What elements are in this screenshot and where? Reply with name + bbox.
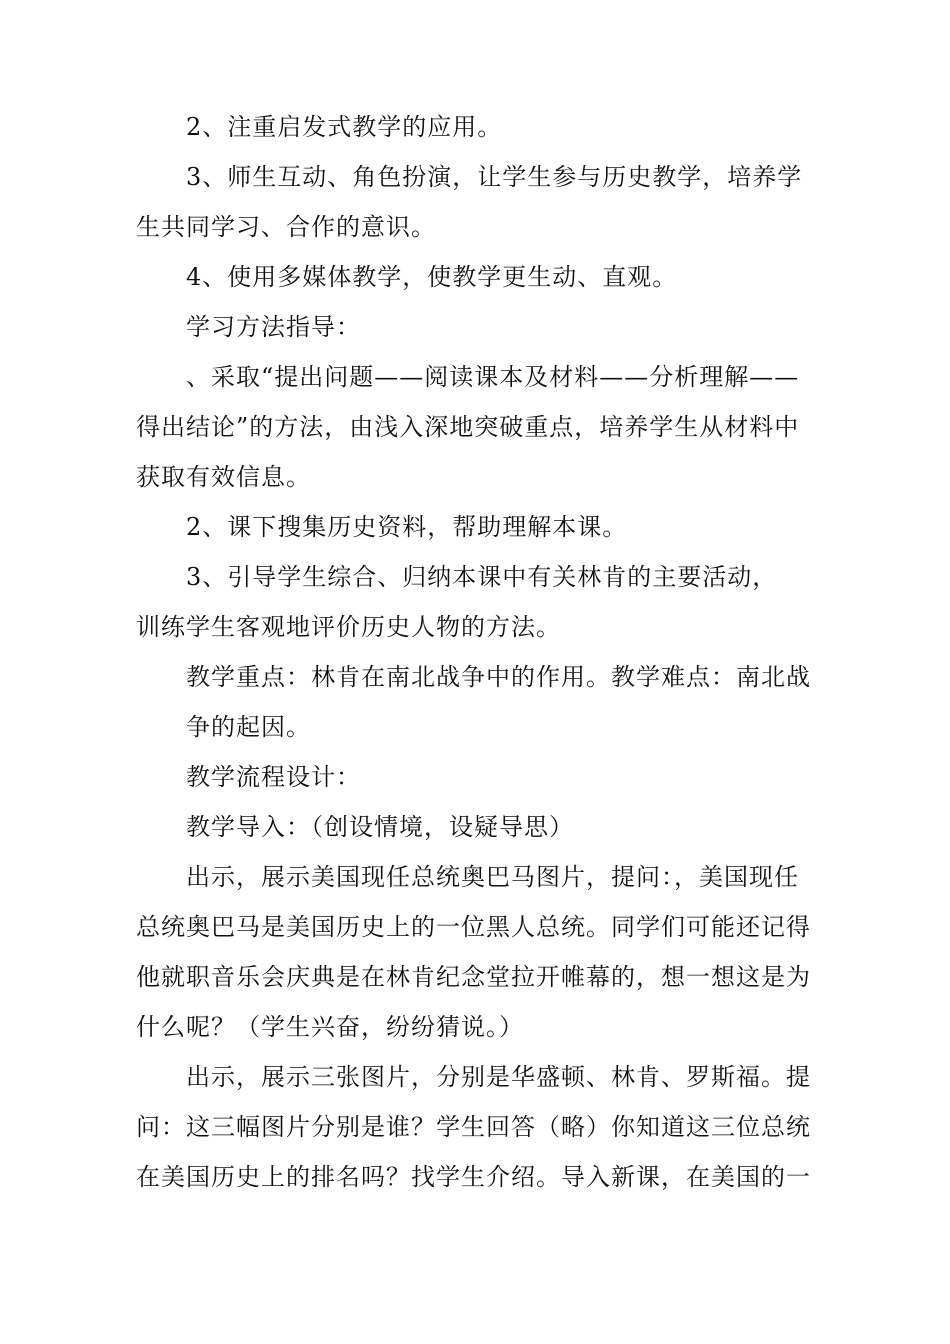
paragraph-line: 什么呢？（学生兴奋，纷纷猜说。）: [136, 1013, 524, 1041]
paragraph-line: 生共同学习、合作的意识。: [136, 213, 436, 241]
paragraph-line: 获取有效信息。: [136, 463, 311, 491]
paragraph-line: 在美国历史上的排名吗？找学生介绍。导入新课，在美国的一: [136, 1163, 811, 1191]
section-heading: 教学流程设计：: [186, 763, 361, 791]
paragraph-line: 教学重点：林肯在南北战争中的作用。教学难点：南北战: [186, 663, 811, 691]
paragraph-line: 训练学生客观地评价历史人物的方法。: [136, 613, 561, 641]
paragraph-line: 4、使用多媒体教学，使教学更生动、直观。: [186, 263, 678, 291]
paragraph-line: 3、师生互动、角色扮演，让学生参与历史教学，培养学: [186, 163, 803, 191]
section-heading: 学习方法指导：: [186, 313, 361, 341]
paragraph-line: 出示，展示美国现任总统奥巴马图片，提问：，美国现任: [186, 863, 799, 891]
paragraph-line: 争的起因。: [186, 713, 311, 741]
paragraph-line: 3、引导学生综合、归纳本课中有关林肯的主要活动，: [186, 563, 778, 591]
paragraph-line: 2、注重启发式教学的应用。: [186, 113, 503, 141]
paragraph-line: 总统奥巴马是美国历史上的一位黑人总统。同学们可能还记得: [136, 913, 811, 941]
paragraph-line: 2、课下搜集历史资料，帮助理解本课。: [186, 513, 628, 541]
paragraph-line: 出示，展示三张图片，分别是华盛顿、林肯、罗斯福。提: [186, 1063, 811, 1091]
paragraph-line: 得出结论”的方法，由浅入深地突破重点，培养学生从材料中: [136, 413, 800, 441]
paragraph-line: 他就职音乐会庆典是在林肯纪念堂拉开帷幕的，想一想这是为: [136, 963, 811, 991]
section-heading: 教学导入：（创设情境，设疑导思）: [186, 813, 574, 841]
paragraph-line: 、采取“提出问题——阅读课本及材料——分析理解——: [186, 363, 800, 391]
paragraph-line: 问：这三幅图片分别是谁？学生回答（略）你知道这三位总统: [136, 1113, 811, 1141]
